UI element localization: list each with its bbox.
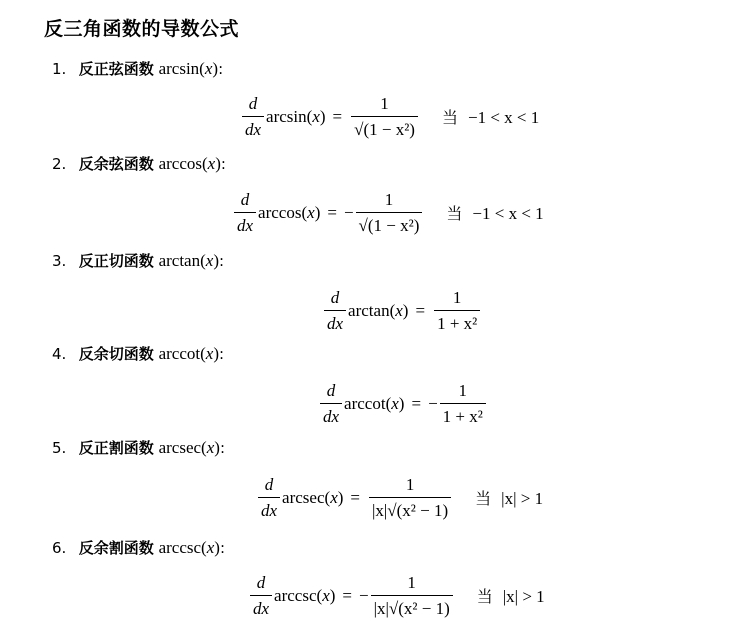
item-function: arccsc(x) <box>158 538 220 557</box>
page-title: 反三角函数的导数公式 <box>44 18 240 40</box>
rhs-fraction: $\frac{1}{\text{|x|√(x² − 1)}}$ <box>371 573 453 618</box>
rhs-denominator: |x|√(x² − 1) <box>369 497 451 521</box>
item-number: 5. <box>52 439 67 457</box>
item-number: 1. <box>52 60 67 78</box>
derivative-operator: $\frac{d}{dx}$ <box>234 190 256 235</box>
formula-arccos <box>232 190 544 235</box>
item-function: arcsin(x) <box>158 59 219 78</box>
rhs-fraction: $\frac{1}{\text{√(1 − x²)}}$ <box>356 190 423 235</box>
formula-arcsec <box>256 475 543 520</box>
condition: 当 −1 < x < 1 <box>446 204 544 224</box>
item-number: 4. <box>52 345 67 363</box>
condition: 当 |x| > 1 <box>475 489 544 509</box>
function-name: arcsec(x) <box>282 487 344 507</box>
function-name: arccot(x) <box>344 393 405 413</box>
equals-sign: = <box>342 585 352 605</box>
derivative-operator: $\frac{d}{dx}$ <box>320 381 342 426</box>
rhs-fraction: $\frac{1}{\text{1 + x²}}$ <box>434 288 480 333</box>
formula-arccsc <box>248 573 545 618</box>
function-name: arccsc(x) <box>274 585 336 605</box>
rhs-fraction: $\frac{1}{\text{|x|√(x² − 1)}}$ <box>369 475 451 520</box>
equals-sign: = <box>327 202 337 222</box>
item-name: 反余切函数 <box>78 345 154 363</box>
rhs-fraction: $\frac{1}{\text{1 + x²}}$ <box>440 381 486 426</box>
function-name: arcsin(x) <box>266 106 326 126</box>
item-number: 2. <box>52 155 67 173</box>
formula-arccot <box>318 381 488 426</box>
list-item-arcsin: 1. 反正弦函数 arcsin(x): <box>52 59 224 78</box>
function-name: arccos(x) <box>258 202 321 222</box>
derivative-operator: $\frac{d}{dx}$ <box>324 288 346 333</box>
item-number: 6. <box>52 539 67 557</box>
derivative-operator: $\frac{d}{dx}$ <box>250 573 272 618</box>
derivative-operator: $\frac{d}{dx}$ <box>242 94 264 139</box>
item-number: 3. <box>52 252 67 270</box>
item-function: arctan(x) <box>158 251 219 270</box>
item-name: 反余割函数 <box>78 539 154 557</box>
item-name: 反正弦函数 <box>78 60 154 78</box>
equals-sign: = <box>411 393 422 413</box>
formula-arcsin <box>240 94 539 139</box>
rhs-fraction: $\frac{1}{\text{√(1 − x²)}}$ <box>351 94 418 139</box>
rhs-denominator: √(1 − x²) <box>356 212 423 236</box>
minus-sign: − <box>428 393 438 413</box>
rhs-denominator: |x|√(x² − 1) <box>371 595 453 619</box>
condition: 当 |x| > 1 <box>476 587 545 607</box>
item-function: arccos(x) <box>158 154 221 173</box>
item-name: 反余弦函数 <box>78 155 154 173</box>
list-item-arcsec: 5. 反正割函数 arcsec(x): <box>52 438 225 457</box>
list-item-arccos: 2. 反余弦函数 arccos(x): <box>52 154 226 173</box>
item-name: 反正割函数 <box>78 439 154 457</box>
rhs-denominator: 1 + x² <box>434 310 480 334</box>
condition: 当 −1 < x < 1 <box>441 108 540 128</box>
list-item-arccot: 4. 反余切函数 arccot(x): <box>52 344 225 363</box>
item-name: 反正切函数 <box>78 252 154 270</box>
formula-arctan <box>322 288 482 333</box>
rhs-denominator: √(1 − x²) <box>351 116 418 140</box>
list-item-arccsc: 6. 反余割函数 arccsc(x): <box>52 538 225 557</box>
item-function: arccot(x) <box>158 344 219 363</box>
equals-sign: = <box>415 300 426 320</box>
derivative-operator: $\frac{d}{dx}$ <box>258 475 280 520</box>
equals-sign: = <box>350 487 360 507</box>
rhs-denominator: 1 + x² <box>440 403 486 427</box>
minus-sign: − <box>343 202 354 222</box>
list-item-arctan: 3. 反正切函数 arctan(x): <box>52 251 225 270</box>
minus-sign: − <box>359 585 369 605</box>
function-name: arctan(x) <box>348 300 409 320</box>
item-function: arcsec(x) <box>158 438 220 457</box>
equals-sign: = <box>332 106 343 126</box>
